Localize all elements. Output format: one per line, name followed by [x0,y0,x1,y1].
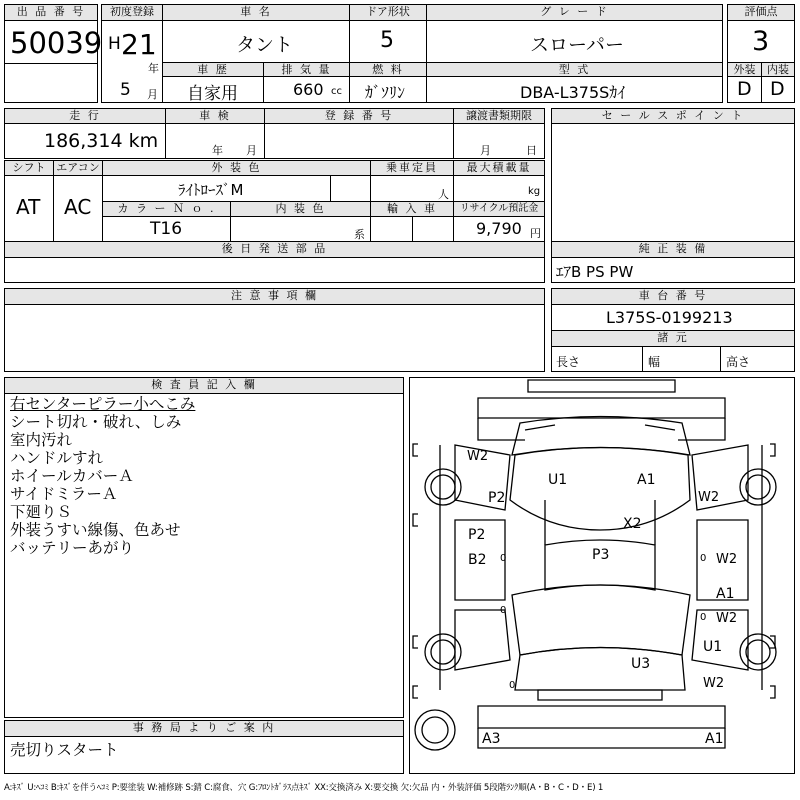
damage-mark: W2 [716,611,738,626]
panel-zero: 0 [700,612,707,623]
notes-label: 注 意 事 項 欄 [4,288,545,305]
reg-month-unit: 月 [147,88,158,101]
interior-label: 内装 [761,62,795,77]
recycle: 9,790 [476,219,522,238]
recycle-unit: 円 [530,227,541,240]
inspector-line: 右センターピラー小へこみ [10,395,196,413]
history: 自家用 [187,84,238,104]
inspection-month-unit: 月 [246,144,257,157]
exterior-label: 外装 [727,62,762,77]
transfer-label: 譲渡書類期限 [453,108,545,124]
model: DBA-L375Sｶｲ [520,83,626,102]
import-label: 輸 入 車 [370,201,454,217]
panel-zero: 0 [509,680,516,691]
equipment-label: 純 正 装 備 [551,241,795,258]
inspector-line: バッテリーあがり [10,539,135,557]
damage-mark: U1 [548,472,568,488]
damage-mark: W2 [716,552,738,567]
lot-no-label: 出 品 番 号 [4,4,98,21]
score-label: 評価点 [727,4,795,21]
inspection-year-unit: 年 [212,144,223,157]
era: H [108,34,121,54]
damage-mark: P2 [488,490,506,506]
inspector-line: 室内汚れ [10,431,73,449]
displacement-label: 排 気 量 [263,62,350,77]
damage-mark: X2 [623,516,642,532]
inspector-line: ハンドルすれ [10,449,104,467]
damage-mark: U3 [631,656,651,672]
damage-mark: B2 [468,552,487,568]
transfer-day-unit: 日 [526,144,537,157]
capacity-unit: 人 [438,188,449,201]
car-name-label: 車 名 [162,4,350,21]
ext-color: ﾗｲﾄﾛｰｽﾞM [178,181,244,199]
displacement: 660 [293,80,324,99]
model-label: 型 式 [426,62,723,77]
mileage: 186,314 km [44,130,159,152]
office-text: 売切りスタート [10,741,119,759]
int-color-label: 内 装 色 [230,201,371,217]
reg-no-label: 登 録 番 号 [264,108,454,124]
legend: A:ｷｽﾞ U:ﾍｺﾐ B:ｷｽﾞを伴うﾍｺﾐ P:要塗装 W:補修跡 S:錆 C:腐食、穴 G:ﾌﾛﾝﾄｶﾞﾗｽ点ｷｽﾞ XX:交換済み X:要交換 欠:欠品 内・外装評価 5段階ﾗﾝｸ順(A・B・C・D・E) 1 [4,783,604,793]
color-no-label: カ ラ ー Ｎ ｏ . [102,201,231,217]
inspector-line: シート切れ・破れ、しみ [10,413,182,431]
dims-label: 諸 元 [551,330,795,347]
int-color-unit: 系 [354,228,365,241]
damage-mark: W2 [698,490,720,505]
reg-year-unit: 年 [148,62,159,75]
first-reg-label: 初度登録 [101,4,163,21]
damage-mark: A1 [705,731,724,747]
inspection-label: 車 検 [165,108,265,124]
ext-color-label: 外 装 色 [102,160,371,176]
score: 3 [752,26,770,57]
ac-label: エアコン [53,160,103,176]
capacity-label: 乗車定員 [370,160,454,176]
shift-label: シフト [4,160,54,176]
door-label: ドア形状 [349,4,427,21]
ac: AC [64,195,92,219]
damage-mark: P3 [592,547,610,563]
history-label: 車 歴 [162,62,264,77]
lot-no: 50039 [10,26,103,60]
damage-mark: W2 [467,449,489,464]
grade-label: グ レ ー ド [426,4,723,21]
color-no: T16 [150,219,183,239]
damage-mark: U1 [703,639,723,655]
car-name: タント [236,34,294,56]
damage-mark: A1 [716,586,735,602]
doors: 5 [380,28,394,53]
transfer-month-unit: 月 [480,144,491,157]
inspector-line: 外装うすい線傷、色あせ [10,521,181,539]
office-label: 事 務 局 よ り ご 案 内 [4,720,404,737]
shift: AT [16,195,41,219]
max-load-label: 最大積載量 [453,160,545,176]
inspector-label: 検 査 員 記 入 欄 [4,377,404,394]
chassis-label: 車 台 番 号 [551,288,795,305]
damage-mark: A3 [482,731,501,747]
height-label: 高さ [726,355,751,369]
sales-points-label: セ ー ル ス ポ イ ン ト [551,108,795,124]
inspector-line: サイドミラーＡ [10,485,118,503]
panel-zero: 0 [500,605,507,616]
width-label: 幅 [648,355,661,369]
fuel: ｶﾞｿﾘﾝ [365,83,406,102]
length-label: 長さ [556,355,581,369]
inspector-line: ホイールカバーＡ [10,467,134,485]
equipment: ｴｱB PS PW [556,263,634,281]
reg-year: 21 [121,28,157,61]
panel-zero: 0 [500,553,507,564]
damage-mark: W2 [703,676,725,691]
displacement-unit: cc [331,86,342,97]
shipped-parts-label: 後 日 発 送 部 品 [4,241,545,258]
damage-mark: A1 [637,472,656,488]
max-load-unit: kg [528,186,541,197]
exterior-score: D [737,78,752,100]
recycle-label: リサイクル預託金 [453,201,545,217]
damage-mark: P2 [468,527,486,543]
fuel-label: 燃 料 [349,62,427,77]
panel-zero: 0 [700,553,707,564]
reg-month: 5 [120,80,131,100]
mileage-label: 走 行 [4,108,166,124]
grade: スローパー [530,34,625,56]
inspector-line: 下廻りＳ [10,503,73,521]
chassis: L375S-0199213 [606,308,733,327]
interior-score: D [770,78,785,100]
